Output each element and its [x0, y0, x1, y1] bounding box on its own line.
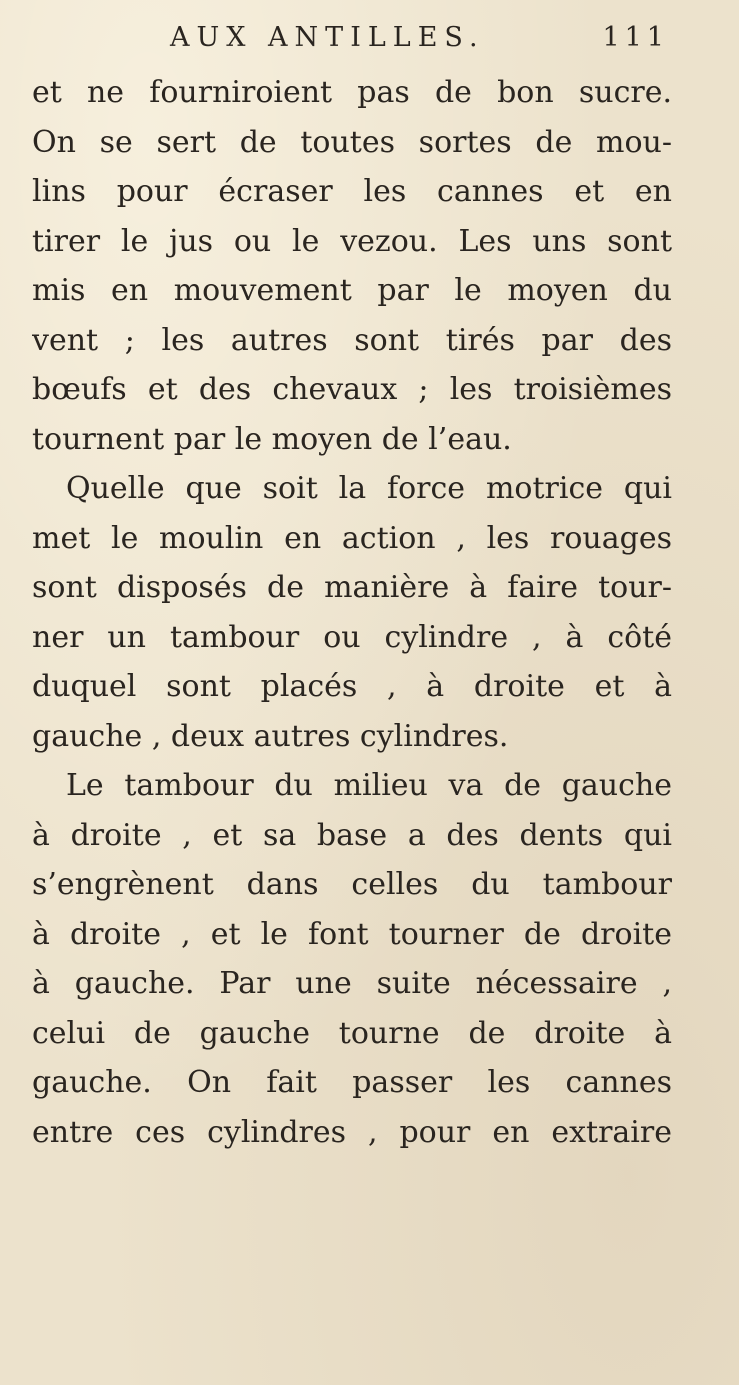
text-line: sont disposés de manière à faire tour-	[32, 570, 672, 605]
body-text	[32, 68, 672, 1157]
text-line: Le tambour du milieu va de gauche	[66, 768, 672, 803]
text-line: et ne fourniroient pas de bon sucre.	[32, 75, 672, 110]
text-line: Quelle que soit la force motrice qui	[66, 471, 672, 506]
text-line: bœufs et des chevaux ; les troisièmes	[32, 372, 672, 407]
running-title: AUX ANTILLES.	[170, 22, 485, 53]
text-line: mis en mouvement par le moyen du	[32, 273, 672, 308]
text-line: lins pour écraser les cannes et en	[32, 174, 672, 209]
text-line: tournent par le moyen de l’eau.	[32, 421, 512, 457]
text-line: On se sert de toutes sortes de mou-	[32, 124, 672, 160]
text-line: gauche. On fait passer les cannes	[32, 1065, 672, 1100]
text-line: ner un tambour ou cylindre , à côté	[32, 619, 672, 655]
text-line: à gauche. Par une suite nécessaire ,	[32, 966, 672, 1001]
text-line: gauche , deux autres cylindres.	[32, 718, 509, 754]
text-line: tirer le jus ou le vezou. Les uns sont	[32, 223, 672, 259]
text-line: celui de gauche tourne de droite à	[32, 1015, 672, 1051]
text-line: entre ces cylindres , pour en extraire	[32, 1114, 672, 1150]
text-line: s’engrènent dans celles du tambour	[32, 867, 672, 902]
page-header	[0, 18, 739, 58]
page-number: 111	[602, 22, 669, 53]
text-line: duquel sont placés , à droite et à	[32, 669, 672, 704]
text-line: met le moulin en action , les rouages	[32, 520, 672, 556]
text-line: à droite , et le font tourner de droite	[32, 916, 672, 952]
text-line: à droite , et sa base a des dents qui	[32, 817, 672, 853]
text-line: vent ; les autres sont tirés par des	[32, 322, 672, 358]
